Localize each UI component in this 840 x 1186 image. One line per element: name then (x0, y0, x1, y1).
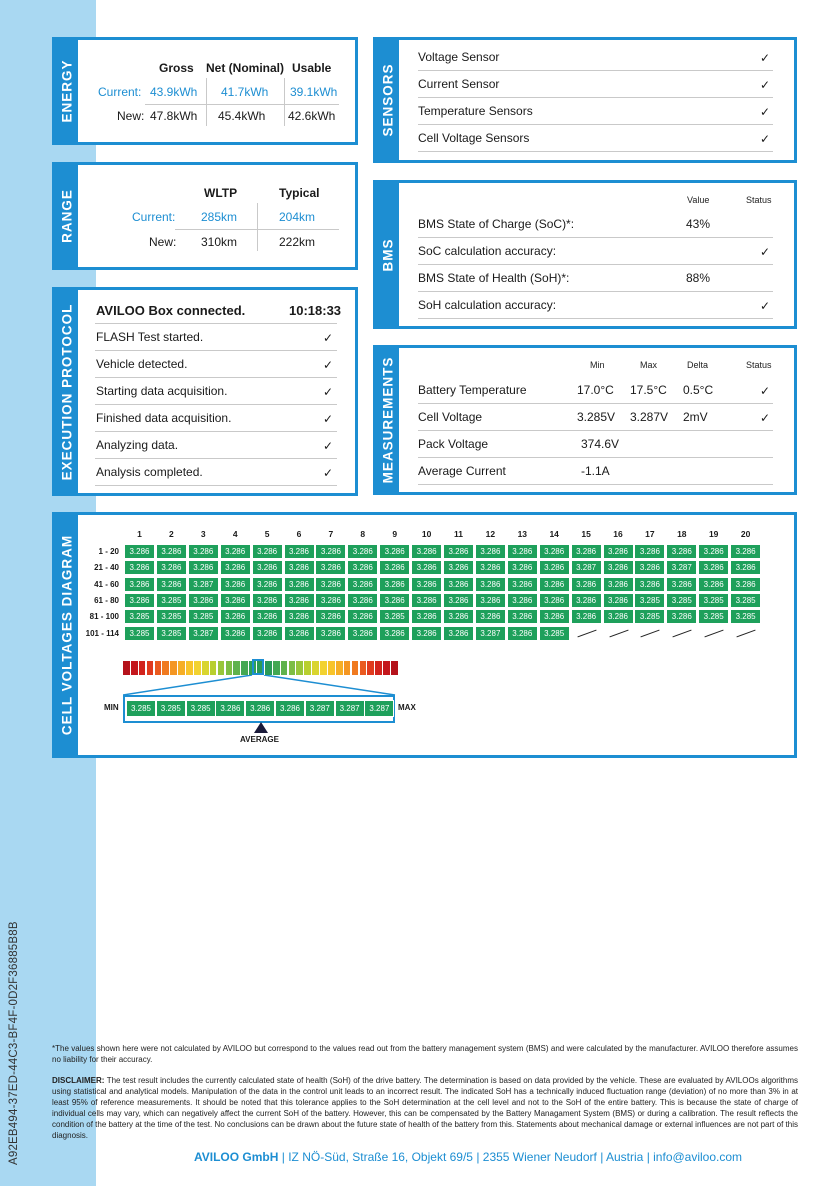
cell-voltages-panel (52, 512, 797, 758)
column-number: 10 (421, 529, 432, 539)
disclaimer-label: DISCLAIMER: (52, 1076, 105, 1085)
cell-voltage: 3.287 (571, 560, 602, 575)
cell-voltage: 3.286 (666, 544, 697, 559)
cell-voltage: 3.286 (603, 609, 634, 624)
bms-row-value: 88% (686, 271, 711, 285)
cell-voltage: 3.286 (220, 544, 251, 559)
range-new-label: New: (149, 235, 177, 249)
range-header-wltp: WLTP (204, 186, 238, 200)
cell-voltage: 3.286 (443, 626, 474, 641)
cell-voltage: 3.286 (252, 560, 283, 575)
cell-voltage: 3.285 (124, 609, 155, 624)
bms-row-label: BMS State of Charge (SoC)*: (418, 217, 575, 231)
execution-title: EXECUTION PROTOCOL (59, 303, 74, 480)
check-icon: ✓ (323, 358, 334, 372)
column-number: 11 (454, 529, 463, 539)
cell-voltage: 3.286 (730, 544, 761, 559)
cell-voltage: 3.286 (411, 626, 442, 641)
meas-row-label: Cell Voltage (418, 410, 483, 424)
scale-segment (233, 661, 240, 675)
range-cell-voltage: 3.286 (275, 700, 305, 717)
scale-segment (202, 661, 209, 675)
cell-voltage: 3.285 (634, 593, 665, 608)
scale-segment (273, 661, 280, 675)
cell-voltage: 3.286 (539, 593, 570, 608)
cell-voltage: 3.286 (315, 577, 346, 592)
column-number: 14 (549, 529, 559, 539)
meas-header-status: Status (746, 360, 772, 370)
column-number: 1 (137, 529, 142, 539)
execution-step: Starting data acquisition. (96, 384, 228, 398)
row-label: 21 - 40 (94, 563, 119, 573)
disclaimer (52, 1075, 798, 1141)
cell-voltage: 3.286 (666, 577, 697, 592)
bms-header-status: Status (746, 195, 772, 205)
cell-voltage: 3.285 (698, 593, 729, 608)
cell-voltage: 3.287 (188, 626, 219, 641)
sensors-panel (373, 37, 797, 163)
range-cell-voltage: 3.286 (245, 700, 275, 717)
scale-segment (352, 661, 359, 675)
sensor-label: Temperature Sensors (418, 104, 533, 118)
range-cell-voltage: 3.286 (215, 700, 245, 717)
scale-segment (131, 661, 138, 675)
cell-voltage: 3.286 (443, 577, 474, 592)
row-label: 81 - 100 (89, 612, 119, 622)
cell-voltage: 3.286 (379, 560, 410, 575)
column-number: 12 (485, 529, 496, 539)
bms-header-value: Value (687, 195, 710, 205)
scale-segment (304, 661, 311, 675)
cell-voltage: 3.286 (507, 544, 538, 559)
check-icon: ✓ (760, 411, 771, 425)
execution-header: AVILOO Box connected. (96, 303, 246, 318)
check-icon: ✓ (323, 385, 334, 399)
cell-voltage: 3.286 (571, 593, 602, 608)
execution-step: Analyzing data. (96, 438, 179, 452)
row-label: 41 - 60 (94, 579, 119, 589)
meas-row-max: 3.287V (630, 410, 669, 424)
cell-voltage: 3.286 (603, 593, 634, 608)
cell-voltage: 3.286 (507, 560, 538, 575)
column-number: 19 (708, 529, 719, 539)
scale-segment (186, 661, 193, 675)
disclaimer-text: The test result includes the currently calculated state of health (SoH) of the drive battery. The determination is based on data provided by the vehicle. These are evaluated by AVILOOs algorithms using statistical and analytical models. Manipulation of the data in the control unit leads to an incorrect result. The indicated SoH has a technically induced fluctuation range (deviation) of no more than 3% in at least 95% of reference measurements. It should be noted that this tolerance applies to the SoH determination at the cell level and not to the SoH of the entire battery. This is because the state of charge of individual cells may vary, which can negatively affect the current SoH of the battery. However, this can be compensated by the Battery Managament System (BMS) or during a calibration. The result reflects the condition of the battery at the time of the test. No conclusions can be drawn about the future state of health of the battery from this. Statements about mechanical damage or external influences are not part of this diagnosis. (52, 1076, 798, 1140)
cell-voltage: 3.286 (315, 626, 346, 641)
cell-voltage: 3.286 (475, 544, 506, 559)
footer-company: AVILOO GmbH (193, 1150, 279, 1164)
footer-email[interactable]: info@aviloo.com (653, 1150, 743, 1164)
cell-voltage: 3.286 (507, 626, 538, 641)
check-icon: ✓ (760, 78, 771, 92)
scale-segment (391, 661, 398, 675)
cell-voltage: 3.286 (315, 593, 346, 608)
cell-voltage: 3.286 (379, 593, 410, 608)
cell-voltage: 3.285 (539, 626, 570, 641)
column-number: 3 (200, 529, 206, 539)
cell-voltage: 3.286 (411, 577, 442, 592)
scale-segment (265, 661, 272, 675)
cell-voltage: 3.286 (124, 560, 155, 575)
scale-segment (155, 661, 162, 675)
scale-segment (123, 661, 130, 675)
scale-segment (281, 661, 288, 675)
footer: AVILOO GmbH | IZ NÖ-Süd, Straße 16, Objekt 69/5 | 2355 Wiener Neudorf | Austria | info@aviloo.com (193, 1150, 743, 1164)
document-id: A92EB494-37ED-44C3-BF4F-0D2F36885B8B (8, 921, 20, 1165)
bms-panel (373, 180, 797, 329)
average-label: AVERAGE (240, 735, 279, 744)
bms-row-label: SoC calculation accuracy: (418, 244, 557, 258)
scale-segment (312, 661, 319, 675)
cell-voltage: 3.285 (156, 593, 187, 608)
cell-voltage: 3.286 (443, 609, 474, 624)
cell-voltage: 3.286 (634, 544, 665, 559)
cell-voltage: 3.286 (156, 577, 187, 592)
column-number: 20 (740, 529, 751, 539)
cell-voltage: 3.286 (507, 609, 538, 624)
cell-voltage: 3.287 (666, 560, 697, 575)
scale-highlight (252, 659, 264, 675)
range-cell-voltage: 3.287 (335, 700, 365, 717)
cell-voltage: 3.286 (411, 560, 442, 575)
energy-current-net: 41.7kWh (221, 85, 269, 99)
cell-voltage: 3.285 (698, 609, 729, 624)
energy-header-gross: Gross (159, 61, 194, 75)
execution-step: Vehicle detected. (96, 357, 188, 371)
cell-voltage: 3.286 (124, 577, 155, 592)
cell-voltage: 3.286 (603, 560, 634, 575)
empty-cell-slash (737, 629, 756, 637)
cell-voltage: 3.286 (347, 577, 378, 592)
cell-voltage: 3.286 (284, 577, 315, 592)
cell-voltage: 3.286 (220, 609, 251, 624)
energy-new-net: 45.4kWh (218, 109, 266, 123)
check-icon: ✓ (760, 51, 771, 65)
cell-voltage: 3.286 (698, 577, 729, 592)
scale-segment (383, 661, 390, 675)
column-number: 4 (232, 529, 238, 539)
cell-voltage: 3.286 (379, 577, 410, 592)
energy-title: ENERGY (59, 59, 74, 123)
bms-row-label: BMS State of Health (SoH)*: (418, 271, 570, 285)
range-title: RANGE (59, 189, 74, 243)
cell-voltage: 3.286 (284, 560, 315, 575)
scale-segment (360, 661, 367, 675)
cell-voltage: 3.286 (252, 609, 283, 624)
column-number: 17 (645, 529, 655, 539)
cell-voltage: 3.286 (634, 560, 665, 575)
range-cell-voltage: 3.287 (364, 700, 394, 717)
scale-segment (320, 661, 327, 675)
cell-voltage: 3.287 (475, 626, 506, 641)
check-icon: ✓ (760, 299, 771, 313)
cell-voltage: 3.285 (156, 626, 187, 641)
range-current-label: Current: (132, 210, 176, 224)
cell-voltage: 3.286 (252, 593, 283, 608)
cell-voltage: 3.286 (347, 560, 378, 575)
cell-voltage: 3.286 (539, 577, 570, 592)
footnote: *The values shown here were not calculated by AVILOO but correspond to the values read out from the battery management system (BMS) and were calculated by the manufacturer. AVILOO therefore assumes no liability for their accuracy. (52, 1044, 798, 1064)
cell-voltage: 3.286 (571, 544, 602, 559)
cell-voltage: 3.286 (188, 593, 219, 608)
bms-title: BMS (380, 238, 395, 271)
footer-address: IZ NÖ-Süd, Straße 16, Objekt 69/5 (288, 1150, 473, 1164)
cell-voltage: 3.286 (411, 609, 442, 624)
cell-voltage: 3.286 (284, 593, 315, 608)
measurements-panel (373, 345, 797, 495)
cell-voltage: 3.286 (539, 609, 570, 624)
cell-voltage: 3.286 (315, 609, 346, 624)
energy-new-gross: 47.8kWh (150, 109, 198, 123)
meas-row-min: -1.1A (581, 464, 610, 478)
range-cell-voltage: 3.285 (156, 700, 186, 717)
scale-segment (296, 661, 303, 675)
cell-voltages-title: CELL VOLTAGES DIAGRAM (59, 534, 74, 736)
cell-voltage: 3.286 (507, 593, 538, 608)
sensor-label: Voltage Sensor (418, 50, 500, 64)
range-current-wltp: 285km (201, 210, 238, 224)
scale-segment (344, 661, 351, 675)
footer-country: Austria (605, 1150, 644, 1164)
cell-voltage: 3.285 (188, 609, 219, 624)
execution-step: Finished data acquisition. (96, 411, 232, 425)
max-label: MAX (398, 703, 416, 712)
cell-voltage: 3.286 (284, 609, 315, 624)
meas-row-min: 3.285V (577, 410, 616, 424)
cell-voltage: 3.285 (730, 609, 761, 624)
cell-voltage: 3.286 (156, 544, 187, 559)
range-current-typical: 204km (279, 210, 316, 224)
scale-segment (289, 661, 296, 675)
scale-segment (241, 661, 248, 675)
cell-voltage: 3.286 (603, 577, 634, 592)
meas-row-max: 17.5°C (630, 383, 667, 397)
check-icon: ✓ (760, 132, 771, 146)
column-number: 6 (296, 529, 302, 539)
cell-voltage: 3.286 (188, 560, 219, 575)
cell-voltage: 3.286 (220, 626, 251, 641)
scale-segment (375, 661, 382, 675)
energy-current-usable: 39.1kWh (290, 85, 338, 99)
cell-voltage: 3.286 (379, 544, 410, 559)
range-new-wltp: 310km (201, 235, 238, 249)
range-header-typical: Typical (279, 186, 320, 200)
cell-voltage: 3.286 (539, 560, 570, 575)
meas-header-min: Min (590, 360, 605, 370)
sensor-label: Current Sensor (418, 77, 500, 91)
cell-voltage: 3.286 (188, 544, 219, 559)
cell-voltage: 3.286 (698, 544, 729, 559)
cell-voltage: 3.286 (411, 544, 442, 559)
footer-city: 2355 Wiener Neudorf (482, 1150, 597, 1164)
cell-voltage: 3.286 (252, 544, 283, 559)
cell-voltage: 3.285 (634, 609, 665, 624)
cell-voltage: 3.286 (252, 577, 283, 592)
energy-panel (52, 37, 358, 145)
cell-voltage: 3.286 (475, 560, 506, 575)
row-label: 1 - 20 (98, 547, 119, 556)
row-label: 101 - 114 (85, 628, 119, 638)
cell-voltage: 3.286 (284, 626, 315, 641)
column-number: 18 (677, 529, 687, 539)
empty-cell-slash (705, 629, 724, 637)
execution-time: 10:18:33 (289, 303, 342, 318)
cell-voltage: 3.286 (124, 593, 155, 608)
range-cell-voltage: 3.285 (126, 700, 156, 717)
cell-voltage: 3.285 (156, 609, 187, 624)
cell-voltage: 3.286 (475, 593, 506, 608)
cell-voltage: 3.286 (634, 577, 665, 592)
execution-step: FLASH Test started. (96, 330, 204, 344)
cell-voltage: 3.286 (475, 577, 506, 592)
measurements-title: MEASUREMENTS (380, 356, 395, 484)
scale-segment (170, 661, 177, 675)
column-number: 8 (360, 529, 366, 539)
check-icon: ✓ (323, 439, 334, 453)
scale-segment (226, 661, 233, 675)
check-icon: ✓ (323, 412, 334, 426)
range-panel (52, 162, 358, 270)
cell-voltage: 3.286 (539, 544, 570, 559)
cell-voltage: 3.286 (443, 544, 474, 559)
scale-segment (218, 661, 225, 675)
meas-row-min: 17.0°C (577, 383, 614, 397)
meas-row-delta: 0.5°C (683, 383, 714, 397)
cell-voltage: 3.286 (347, 544, 378, 559)
cell-voltage: 3.286 (252, 626, 283, 641)
cell-voltage: 3.286 (698, 560, 729, 575)
check-icon: ✓ (323, 331, 334, 345)
meas-row-label: Battery Temperature (418, 383, 527, 397)
meas-header-delta: Delta (687, 360, 709, 370)
cell-voltage: 3.285 (730, 593, 761, 608)
meas-header-max: Max (640, 360, 658, 370)
execution-step: Analysis completed. (96, 465, 203, 479)
column-number: 16 (613, 529, 623, 539)
cell-voltage: 3.286 (124, 544, 155, 559)
energy-current-gross: 43.9kWh (150, 85, 198, 99)
range-cell-voltage: 3.287 (305, 700, 335, 717)
cell-voltage: 3.286 (411, 593, 442, 608)
meas-row-delta: 2mV (683, 410, 708, 424)
cell-voltage: 3.286 (220, 593, 251, 608)
check-icon: ✓ (760, 384, 771, 398)
cell-voltage: 3.286 (571, 609, 602, 624)
cell-voltage: 3.285 (379, 609, 410, 624)
cell-voltage: 3.286 (156, 560, 187, 575)
range-new-typical: 222km (279, 235, 316, 249)
cell-voltage: 3.286 (475, 609, 506, 624)
cell-voltage: 3.286 (315, 544, 346, 559)
meas-row-label: Average Current (418, 464, 506, 478)
sensor-label: Cell Voltage Sensors (418, 131, 530, 145)
energy-new-label: New: (117, 109, 145, 123)
cell-voltage: 3.286 (443, 560, 474, 575)
scale-segment (162, 661, 169, 675)
scale-segment (336, 661, 343, 675)
energy-current-label: Current: (98, 85, 142, 99)
column-number: 13 (517, 529, 528, 539)
average-marker-icon (254, 722, 268, 733)
scale-segment (328, 661, 335, 675)
cell-voltage: 3.286 (379, 626, 410, 641)
bms-row-label: SoH calculation accuracy: (418, 298, 557, 312)
scale-segment (367, 661, 374, 675)
cell-voltage: 3.286 (347, 626, 378, 641)
meas-row-min: 374.6V (581, 437, 620, 451)
sensors-title: SENSORS (380, 63, 395, 137)
column-number: 9 (392, 529, 398, 539)
cell-voltage: 3.286 (507, 577, 538, 592)
cell-voltage: 3.286 (347, 609, 378, 624)
cell-voltage: 3.286 (220, 577, 251, 592)
energy-header-net: Net (Nominal) (206, 61, 284, 75)
cell-voltage: 3.285 (666, 593, 697, 608)
scale-segment (210, 661, 217, 675)
scale-segment (147, 661, 154, 675)
range-cell-voltage: 3.285 (186, 700, 216, 717)
scale-segment (139, 661, 146, 675)
bms-row-value: 43% (686, 217, 711, 231)
column-number: 5 (264, 529, 270, 539)
check-icon: ✓ (760, 105, 771, 119)
empty-cell-slash (609, 629, 628, 637)
min-label: MIN (104, 703, 119, 712)
cell-voltage: 3.286 (284, 544, 315, 559)
cell-voltage: 3.286 (730, 577, 761, 592)
column-number: 7 (328, 529, 334, 539)
check-icon: ✓ (760, 245, 771, 259)
cell-voltage: 3.286 (220, 560, 251, 575)
scale-segment (194, 661, 201, 675)
energy-header-usable: Usable (292, 61, 332, 75)
scale-segment (178, 661, 185, 675)
cell-voltage: 3.286 (315, 560, 346, 575)
cell-voltage: 3.286 (571, 577, 602, 592)
column-number: 2 (169, 529, 174, 539)
empty-cell-slash (673, 629, 692, 637)
execution-panel (52, 287, 358, 496)
cell-voltage: 3.286 (603, 544, 634, 559)
cell-voltage: 3.287 (188, 577, 219, 592)
column-number: 15 (581, 529, 591, 539)
cell-voltage: 3.286 (347, 593, 378, 608)
cell-voltage: 3.286 (730, 560, 761, 575)
cell-voltage: 3.285 (124, 626, 155, 641)
meas-row-label: Pack Voltage (418, 437, 489, 451)
row-label: 61 - 80 (94, 595, 119, 605)
cell-voltage: 3.286 (443, 593, 474, 608)
empty-cell-slash (641, 629, 660, 637)
energy-new-usable: 42.6kWh (288, 109, 336, 123)
check-icon: ✓ (323, 466, 334, 480)
empty-cell-slash (577, 629, 596, 637)
cell-voltage: 3.286 (666, 609, 697, 624)
